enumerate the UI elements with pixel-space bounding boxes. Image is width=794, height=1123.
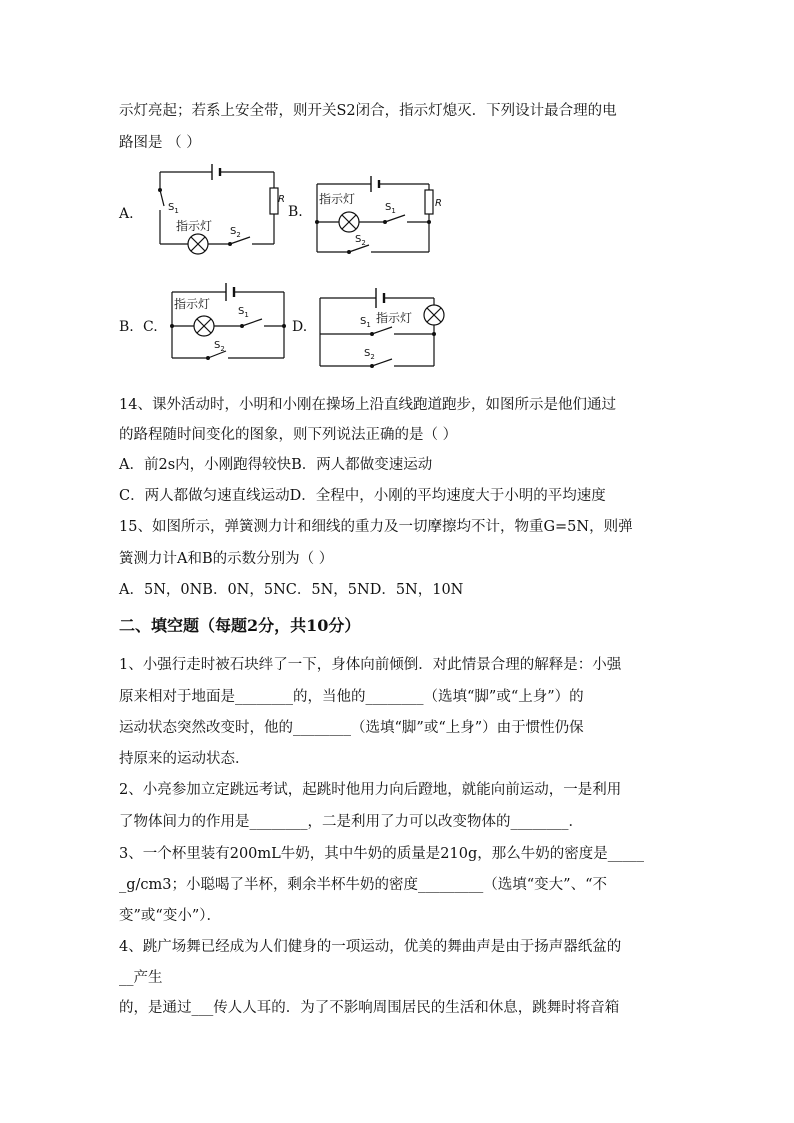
fill2-line-2: 了物体间力的作用是________，二是利用了力可以改变物体的________． <box>119 814 583 830</box>
fill1-line-3: 运动状态突然改变时，他的________（选填“脚”或“上身”）由于惯性仍保 <box>119 720 584 736</box>
b-s2-label: $S_2$ <box>355 234 366 247</box>
option-b-row2-label: B. <box>119 319 134 335</box>
q14-text-line-1: 14、课外活动时，小明和小刚在操场上沿直线跑道跑步，如图所示是他们通过 <box>119 397 616 413</box>
c-s2-label: $S_2$ <box>214 340 225 353</box>
fill4-line-1: 4、跳广场舞已经成为人们健身的一项运动，优美的舞曲声是由于扬声器纸盆的 <box>119 939 622 955</box>
fill3-line-2: _g/cm3；小聪喝了半杯，剩余半杯牛奶的密度_________（选填“变大”、“不 <box>119 877 607 893</box>
q15-text-line-2: 簧测力计A和B的示数分别为（ ） <box>119 551 334 567</box>
fill1-line-1: 1、小强行走时被石块绊了一下，身体向前倾倒．对此情景合理的解释是：小强 <box>119 657 622 673</box>
d-s1-label: $S_1$ <box>360 316 371 329</box>
q15-options-line: A．5N，0NB．0N，5NC．5N，5ND．5N，10N <box>119 582 464 598</box>
q13-text-line-2: 路图是 （ ） <box>119 135 201 151</box>
b-lamp-label: 指示灯 <box>319 192 356 206</box>
fill1-line-2: 原来相对于地面是________的，当他的________（选填“脚”或“上身”）的 <box>119 689 584 705</box>
fill2-line-1: 2、小亮参加立定跳远考试，起跳时他用力向后蹬地，就能向前运动，一是利用 <box>119 782 622 798</box>
b-r-label: R <box>435 198 442 209</box>
fill4-line-2: __产生 <box>119 970 163 986</box>
option-b-inline-label: B. <box>288 204 303 220</box>
a-lamp-label: 指示灯 <box>176 219 213 233</box>
fill3-line-1: 3、一个杯里装有200mL牛奶，其中牛奶的质量是210g，那么牛奶的密度是_____ <box>119 846 644 862</box>
d-s2-label: $S_2$ <box>364 348 375 361</box>
q15-text-line-1: 15、如图所示，弹簧测力计和细线的重力及一切摩擦均不计，物重G=5N，则弹 <box>119 519 633 535</box>
b-s1-label: $S_1$ <box>385 202 396 215</box>
a-s1-label: $S_1$ <box>168 202 179 215</box>
option-d-label: D. <box>292 319 308 335</box>
fill4-line-3: 的，是通过___传人人耳的．为了不影响周围居民的生活和休息，跳舞时将音箱 <box>119 1000 620 1016</box>
d-lamp-label: 指示灯 <box>376 311 413 325</box>
c-lamp-label: 指示灯 <box>174 297 211 311</box>
a-s2-label: $S_2$ <box>230 226 241 239</box>
q14-text-line-2: 的路程随时间变化的图象，则下列说法正确的是（ ） <box>119 427 458 443</box>
fill3-line-3: 变”或“变小”）． <box>119 908 221 924</box>
circuit-diagram-c <box>164 278 294 363</box>
section-heading: 二、填空题（每题2分，共10分） <box>119 616 361 635</box>
circuit-diagram-a <box>150 160 290 260</box>
c-s1-label: $S_1$ <box>238 306 249 319</box>
circuit-diagram-b <box>305 170 445 260</box>
q14-options-line-2: C．两人都做匀速直线运动D．全程中，小刚的平均速度大于小明的平均速度 <box>119 488 606 504</box>
option-c-label: C. <box>143 319 158 335</box>
circuit-diagram-d <box>314 280 449 365</box>
q13-text-line-1: 示灯亮起；若系上安全带，则开关S2闭合，指示灯熄灭．下列设计最合理的电 <box>119 103 617 119</box>
q14-options-line-1: A．前2s内，小刚跑得较快B．两人都做变速运动 <box>119 457 433 473</box>
option-a-label: A. <box>119 206 134 222</box>
fill1-line-4: 持原来的运动状态． <box>119 751 250 767</box>
a-r-label: R <box>278 194 285 205</box>
